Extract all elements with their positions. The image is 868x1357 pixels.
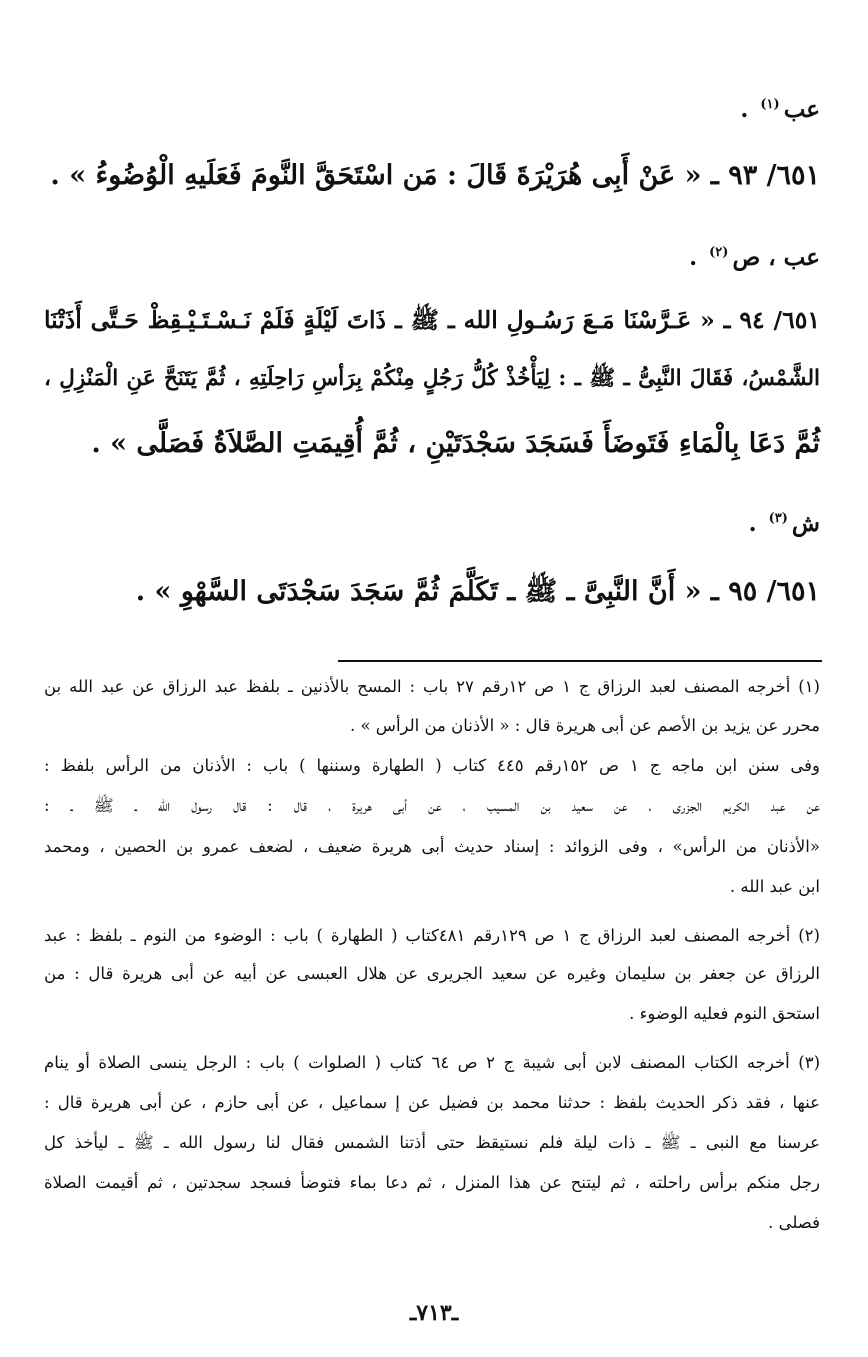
footnote-3-line-1: (٣) أخرجه الكتاب المصنف لابن أبى شيبة ج ٢ ص ٦٤ كتاب ( الصلوات ) باب : الرجل ينسى الصلاة أو ينام [44, 1053, 820, 1072]
source-line-3: ش$^{(٣)}$ . [748, 510, 820, 537]
footnote-1-line-2: محرر عن يزيد بن الأصم عن أبى هريرة قال : « الأذنان من الرأس » . [349, 716, 820, 735]
hadith-94-line-2: الشَّمْسُ، فَقَالَ النَّبِىُّ ـ ﷺ ـ : لِيَأْخُذْ كُلُّ رَجُلٍ مِنْكُمْ بِرَأسِ رَاحِلَتِهِ ، ثُمَّ يَتَنَحَّ عَنِ الْمَنْزِلِ ، [44, 366, 820, 391]
footnote-1-line-6: ابن عبد الله . [729, 877, 820, 896]
footnote-3-line-4: رجل منكم برأس راحلته ، ثم ليتنح عن هذا المنزل ، ثم دعا بماء فتوضأ فسجد سجدتين ، ثم أقيمت الصلاة [44, 1173, 820, 1192]
footnote-2-line-1: (٢) أخرجه المصنف لعبد الرزاق ج ١ ص ١٢٩رقم ٤٨١كتاب ( الطهارة ) باب : الوضوء من النوم ـ بلفظ : عبد [44, 926, 820, 945]
hadith-94-line-1: ٦٥١/ ٩٤ ـ « عَـرَّسْنَا مَـعَ رَسُـولِ الله ـ ﷺ ـ ذَاتَ لَيْلَةٍ فَلَمْ نَـسْـتَـيْـقِظْ حَـتَّى أَذَتْنَا [44, 306, 820, 334]
source-abbrev: عب ، ص [732, 244, 820, 271]
footnote-3-line-3: عرسنا مع النبى ـ ﷺ ـ ذات ليلة فلم نستيقظ حتى أذتنا الشمس فقال لنا رسول الله ـ ﷺ ـ ليأخذ كل [44, 1133, 820, 1152]
page-number: ـ٧١٣ـ [409, 1300, 459, 1326]
footnote-ref: (٣) [768, 511, 788, 527]
footnote-1-line-5: «الأذنان من الرأس» ، وفى الزوائد : إسناد حديث أبى هريرة ضعيف ، لضعف عمرو بن الحصين ، ومحمد [44, 837, 820, 856]
source-abbrev: عب [783, 96, 820, 123]
source-line-2: عب ، ص$^{(٢)}$ . [689, 244, 820, 271]
footnote-2-line-3: استحق النوم فعليه الوضوء . [629, 1004, 820, 1023]
footnote-ref: (١) [760, 97, 780, 113]
hadith-95: ٦٥١/ ٩٥ ـ « أَنَّ النَّبِىَّ ـ ﷺ ـ تَكَلَّمَ ثُمَّ سَجَدَ سَجْدَتَى السَّهْوِ » . [135, 576, 820, 607]
footnote-1-line-4: عن عبد الكريم الجزرى ، عن سعيد بن المسيب ، عن أبى هريرة ، قال : قال رسول الله ـ ﷺ ـ : [44, 796, 820, 815]
footnote-divider [338, 660, 822, 662]
source-line-1: عب$^{(١)}$ . [740, 96, 820, 123]
footnote-3-line-2: عنها ، فقد ذكر الحديث بلفظ : حدثنا محمد بن فضيل عن إ سماعيل ، عن أبى حازم ، عن أبى هريرة قال : [44, 1093, 820, 1112]
footnote-1-line-1: (١) أخرجه المصنف لعبد الرزاق ج ١ ص ١٢رقم ٢٧ باب : المسح بالأذنين ـ بلفظ عبد الرزاق عن عبد الله بن [44, 677, 820, 696]
hadith-94-line-3: ثُمَّ دَعَا بِالْمَاءِ فَتَوضَأَ فَسَجَدَ سَجْدَتَيْنِ ، ثُمَّ أُقِيمَتِ الصَّلاَةُ فَصَلَّى » . [91, 428, 820, 459]
source-abbrev: ش [791, 510, 820, 537]
footnote-3-line-5: فصلى . [768, 1213, 820, 1232]
footnote-1-line-3: وفى سنن ابن ماجه ج ١ ص ١٥٢رقم ٤٤٥ كتاب ( الطهارة وسننها ) باب : الأذنان من الرأس بلفظ : [44, 756, 820, 775]
footnote-2-line-2: الرزاق عن جعفر بن سليمان وغيره عن سعيد الجريرى عن هلال العبسى عن أبيه عن أبى هريرة قال : من [44, 964, 820, 983]
footnote-ref: (٢) [709, 245, 729, 261]
hadith-93: ٦٥١/ ٩٣ ـ « عَنْ أَبِى هُرَيْرَةَ قَالَ : مَن اسْتَحَقَّ النَّومَ فَعَلَيهِ الْوُضُوءُ » . [50, 160, 820, 191]
